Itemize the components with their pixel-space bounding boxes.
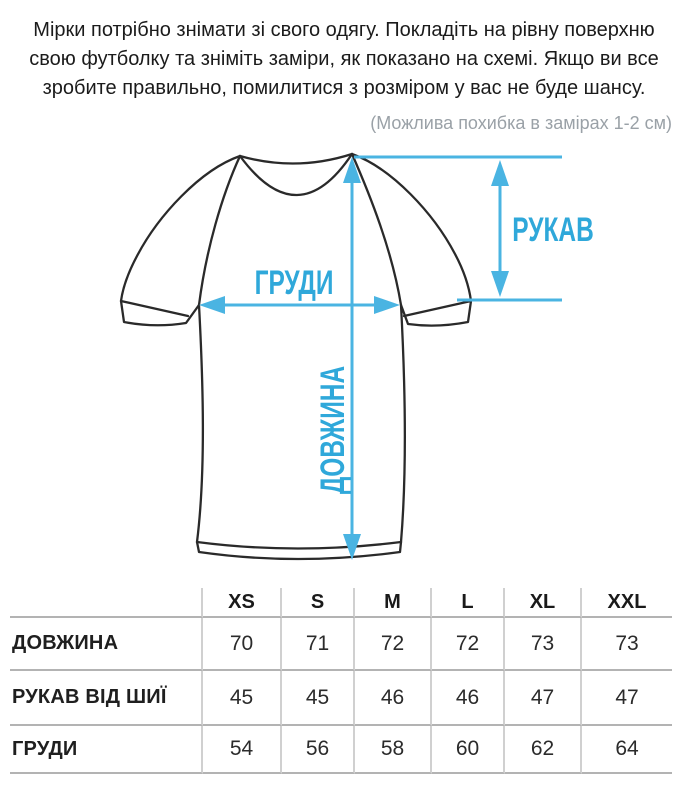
table-value: 47 (505, 671, 582, 726)
table-value: 58 (355, 726, 432, 774)
size-table-corner-cell (10, 588, 203, 618)
intro-line-2: свою футболку та зніміть заміри, як показано на схемі. Якщо ви все (29, 48, 659, 70)
row-label-sleeve: РУКАВ ВІД ШИЇ (10, 671, 203, 726)
table-value: 73 (505, 618, 582, 671)
length-label: ДОВЖИНА (314, 365, 353, 495)
size-column-header: S (282, 588, 355, 618)
sleeve-arrowhead-down-icon (491, 271, 509, 297)
sleeve-label: РУКАВ (512, 211, 594, 250)
table-value: 46 (432, 671, 505, 726)
table-value: 73 (582, 618, 672, 671)
table-value: 60 (432, 726, 505, 774)
tolerance-note: (Можлива похибка в замірах 1-2 см) (370, 113, 672, 133)
chest-label: ГРУДИ (254, 264, 334, 303)
row-label-chest: ГРУДИ (10, 726, 203, 774)
table-value: 47 (582, 671, 672, 726)
table-value: 45 (203, 671, 282, 726)
table-value: 54 (203, 726, 282, 774)
size-column-header: M (355, 588, 432, 618)
table-value: 71 (282, 618, 355, 671)
table-value: 56 (282, 726, 355, 774)
table-value: 72 (355, 618, 432, 671)
table-value: 46 (355, 671, 432, 726)
table-value: 70 (203, 618, 282, 671)
row-label-length: ДОВЖИНА (10, 618, 203, 671)
size-table (10, 588, 672, 774)
table-value: 72 (432, 618, 505, 671)
table-value: 45 (282, 671, 355, 726)
table-value: 62 (505, 726, 582, 774)
intro-line-1: Мірки потрібно знімати зі свого одягу. Покладіть на рівну поверхню (33, 19, 655, 41)
intro-paragraph (0, 16, 688, 103)
sleeve-arrowhead-up-icon (491, 160, 509, 186)
size-column-header: XXL (582, 588, 672, 618)
tshirt-measurement-diagram (0, 140, 688, 590)
size-column-header: XS (203, 588, 282, 618)
tshirt-outline (121, 154, 471, 559)
table-value: 64 (582, 726, 672, 774)
intro-line-3: зробите правильно, помилитися з розміром у вас не буде шансу. (42, 77, 646, 99)
size-column-header: L (432, 588, 505, 618)
size-column-header: XL (505, 588, 582, 618)
